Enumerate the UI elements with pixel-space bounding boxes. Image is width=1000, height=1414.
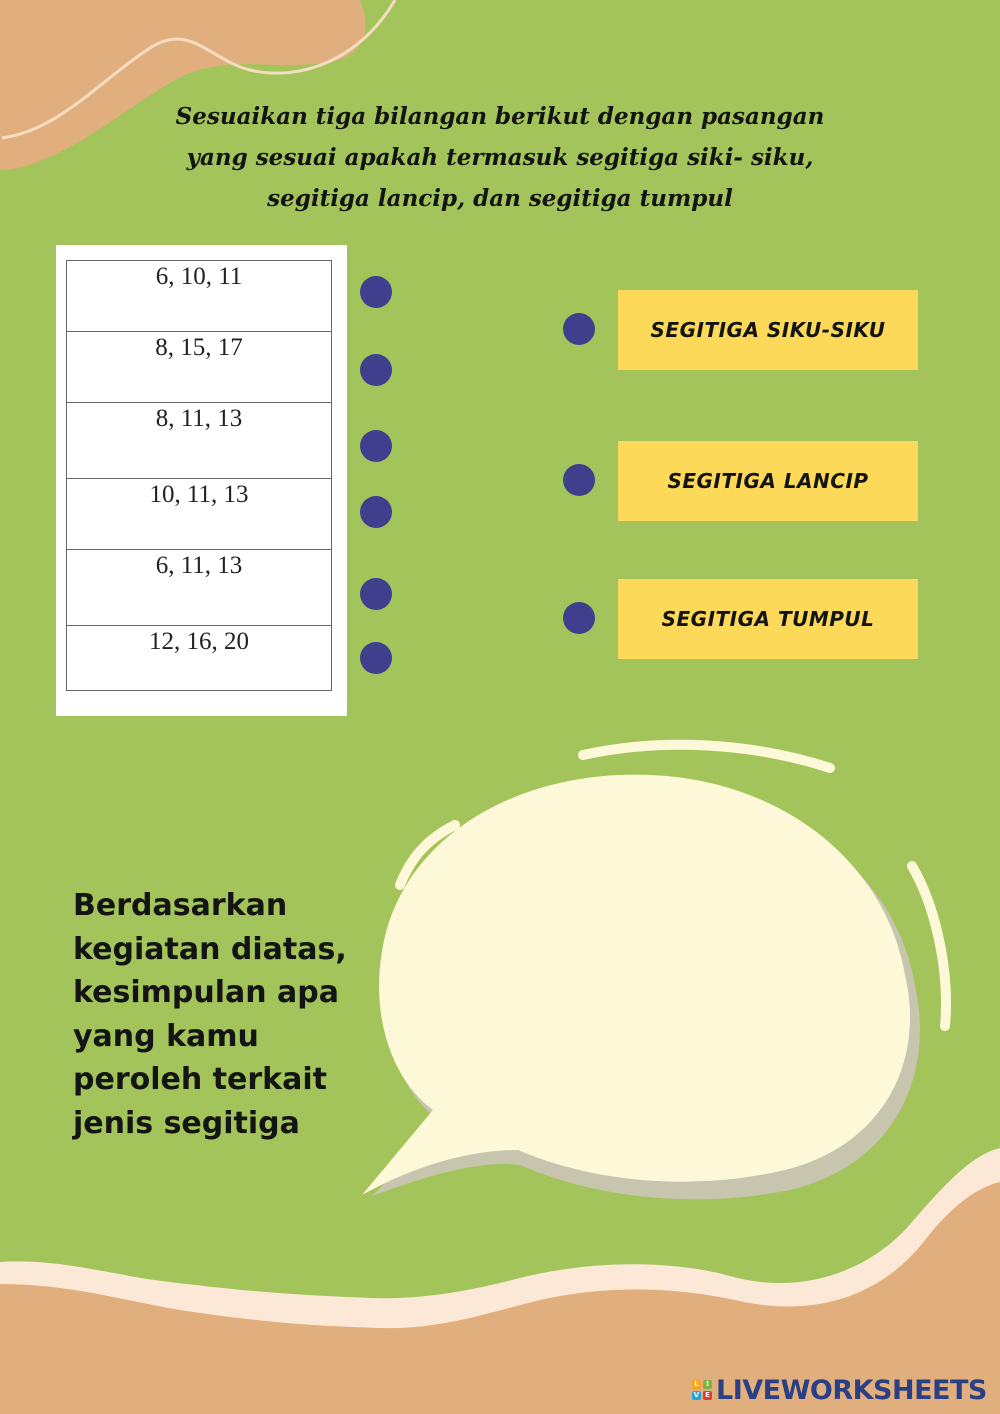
answer-input[interactable] (430, 830, 894, 1134)
match-dot-right[interactable] (563, 602, 595, 634)
table-row (67, 479, 332, 550)
table-row (67, 550, 332, 626)
match-dot-left[interactable] (360, 276, 392, 308)
category-label-text: SEGITIGA SIKU-SIKU (650, 318, 886, 342)
match-dot-left[interactable] (360, 642, 392, 674)
number-cell[interactable]: 8, 11, 13 (67, 403, 332, 479)
match-dot-left[interactable] (360, 354, 392, 386)
category-label-tumpul[interactable] (618, 579, 918, 659)
category-label-text: SEGITIGA TUMPUL (661, 607, 875, 631)
number-table (66, 260, 332, 691)
number-cell[interactable]: 12, 16, 20 (67, 626, 332, 691)
logo-letter: I (703, 1380, 712, 1389)
match-dot-left[interactable] (360, 496, 392, 528)
number-cell[interactable]: 10, 11, 13 (67, 479, 332, 550)
match-dot-right[interactable] (563, 313, 595, 345)
number-cell[interactable]: 6, 11, 13 (67, 550, 332, 626)
match-dot-left[interactable] (360, 578, 392, 610)
category-label-text: SEGITIGA LANCIP (667, 469, 869, 493)
table-row (67, 626, 332, 691)
liveworksheets-logo (692, 1370, 987, 1410)
logo-letter: L (692, 1380, 701, 1389)
number-cell[interactable]: 6, 10, 11 (67, 261, 332, 332)
table-row (67, 261, 332, 332)
instructions-text: Sesuaikan tiga bilangan berikut dengan pasangan yang sesuai apakah termasuk segitiga siki- siku, segitiga lancip, dan segitiga tumpul (175, 103, 825, 212)
logo-icon (692, 1380, 712, 1400)
question-text: Berdasarkan kegiatan diatas, kesimpulan apa yang kamu peroleh terkait jenis segitiga (73, 888, 347, 1141)
category-label-lancip[interactable] (618, 441, 918, 521)
logo-text: LIVEWORKSHEETS (716, 1374, 987, 1406)
match-dot-left[interactable] (360, 430, 392, 462)
logo-letter: V (693, 1391, 700, 1399)
table-row (67, 403, 332, 479)
category-label-siku[interactable] (618, 290, 918, 370)
bubble-arc-top (583, 745, 830, 768)
match-dot-right[interactable] (563, 464, 595, 496)
logo-letter: E (703, 1391, 712, 1400)
number-cell[interactable]: 8, 15, 17 (67, 332, 332, 403)
table-row (67, 332, 332, 403)
